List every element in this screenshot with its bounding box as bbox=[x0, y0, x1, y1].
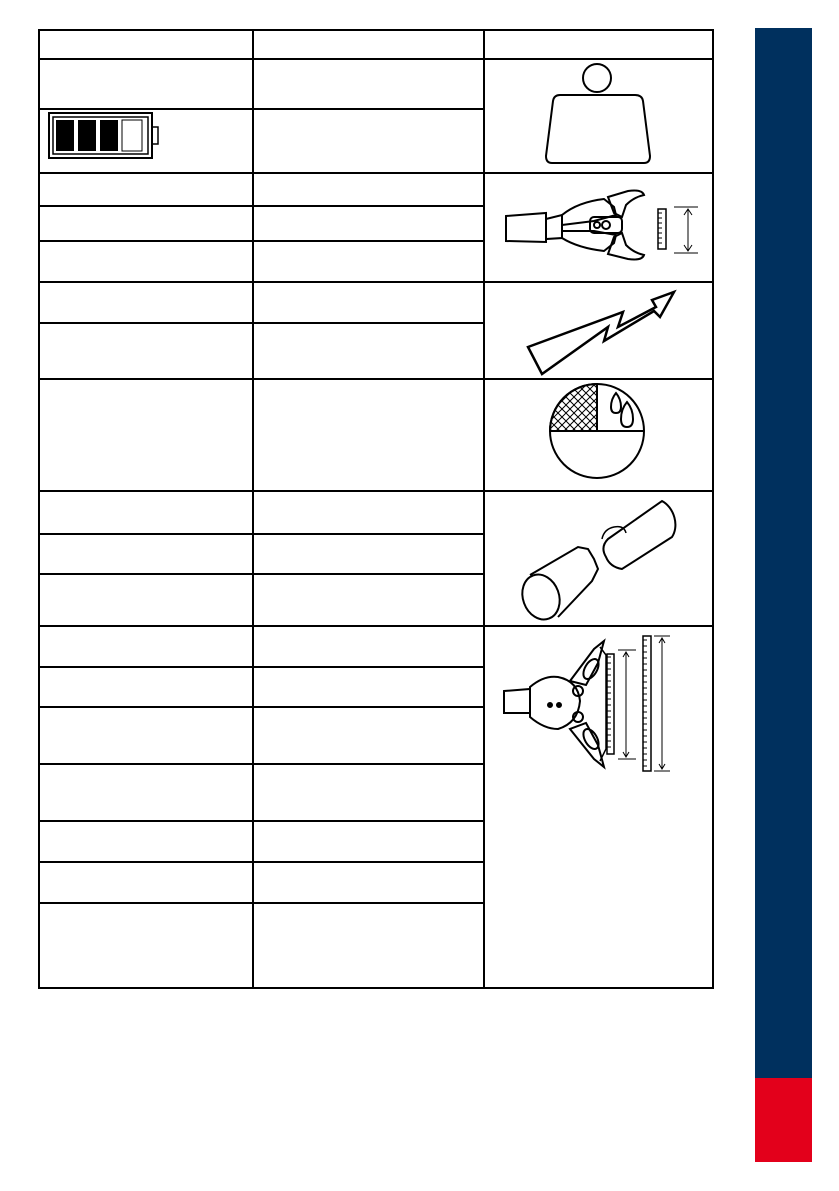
ip-protection-icon bbox=[550, 384, 644, 478]
spreader-dimensions-icon bbox=[504, 636, 670, 771]
sidebar-tab bbox=[755, 1078, 812, 1162]
spec-table bbox=[38, 29, 714, 989]
sidebar-bar bbox=[755, 28, 812, 1078]
weight-icon bbox=[546, 64, 650, 163]
force-arrow-icon bbox=[528, 292, 674, 374]
battery-icon bbox=[49, 113, 158, 158]
ruler-ticks bbox=[607, 640, 647, 766]
jaw-opening-icon bbox=[506, 191, 698, 260]
cutting-icon bbox=[516, 501, 675, 625]
